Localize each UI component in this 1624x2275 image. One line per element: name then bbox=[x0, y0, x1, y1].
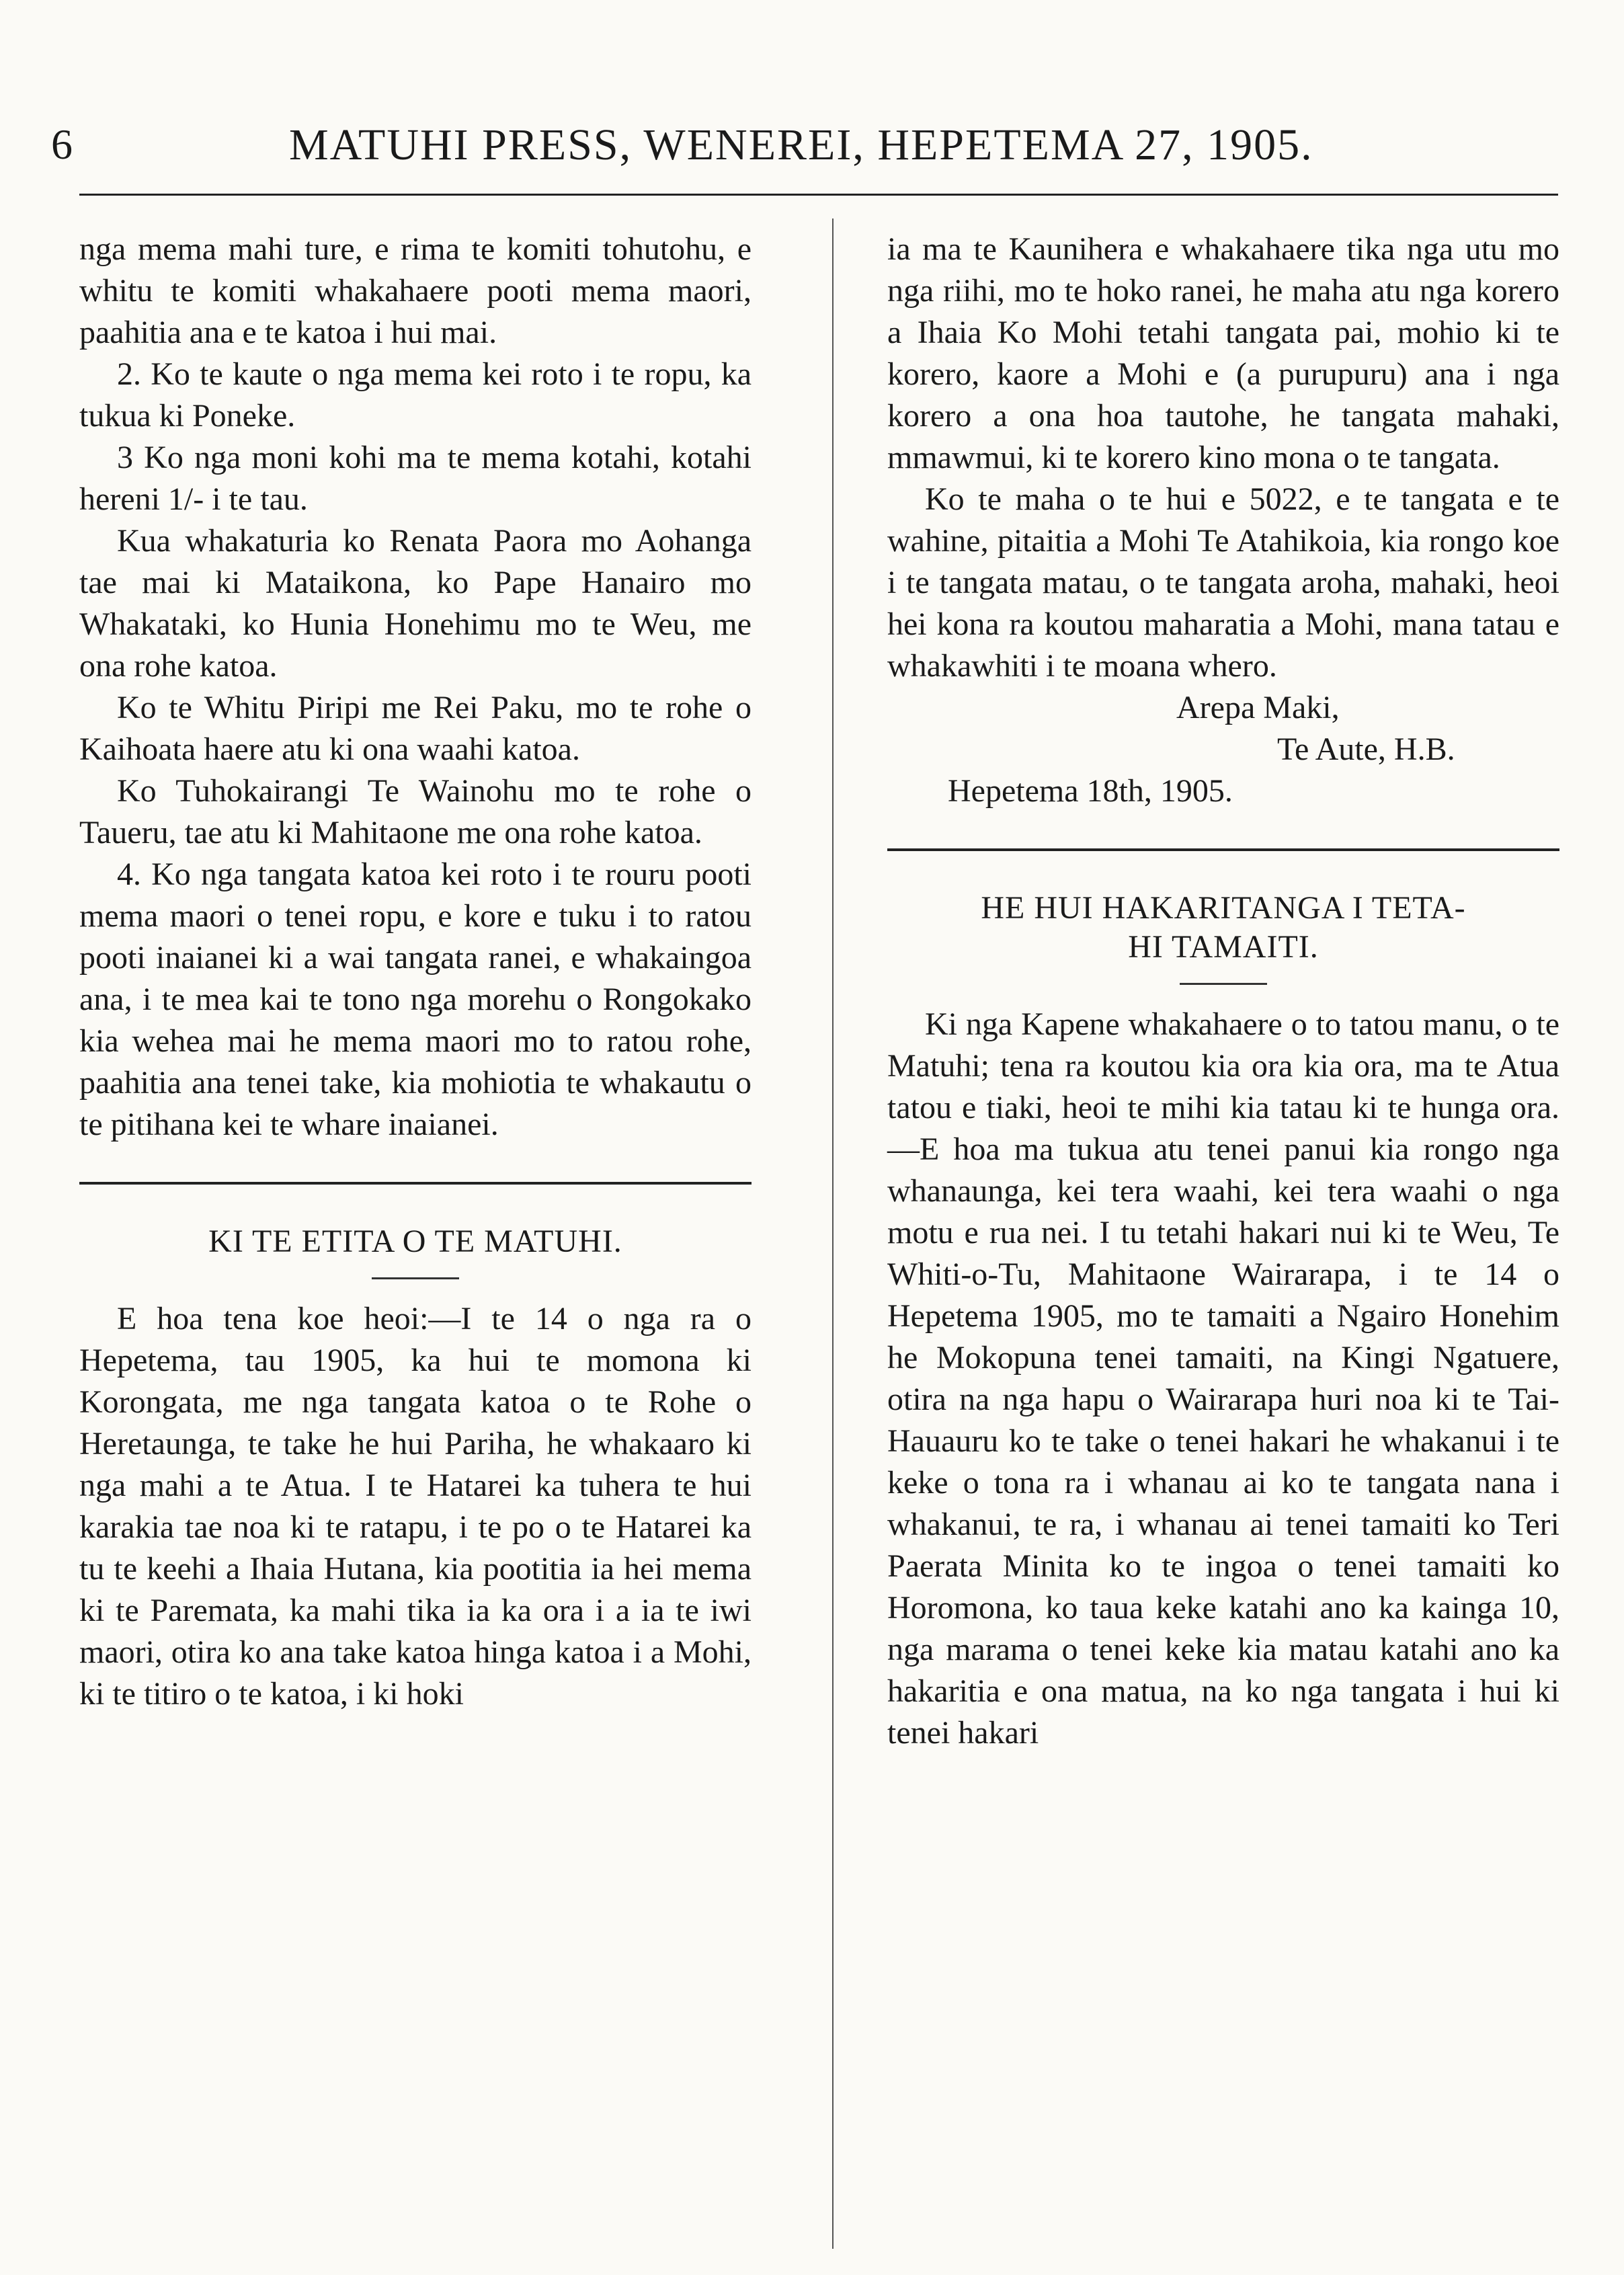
column-divider bbox=[832, 218, 834, 2249]
paragraph: 4. Ko nga tangata katoa kei roto i te rouru pooti mema maori o tenei ropu, e kore e tuku i to ratou pooti inaianei ki a wai tangata ranei, e whakaingoa ana, i te mea kai te tono nga morehu o Rongokako kia wehea mai he mema maori mo to ratou rohe, paahitia ana tenei take, kia mohiotia te whakautu o te pitihana kei te whare inaianei. bbox=[79, 856, 752, 1142]
paragraph: nga mema mahi ture, e rima te komiti tohutohu, e whitu te komiti whakahaere pooti mema maori, paahitia ana e te katoa i hui mai. bbox=[79, 231, 752, 350]
heading-rule bbox=[1180, 983, 1267, 985]
signature-name: Arepa Maki, bbox=[1176, 690, 1340, 725]
letter-heading: KI TE ETITA O TE MATUHI. bbox=[208, 1224, 622, 1259]
signature-date: Hepetema 18th, 1905. bbox=[948, 773, 1233, 809]
heading-rule bbox=[372, 1277, 459, 1279]
page-number: 6 bbox=[51, 120, 73, 168]
header-rule bbox=[79, 194, 1558, 196]
paragraph: Ko Tuhokairangi Te Wainohu mo te rohe o Taueru, tae atu ki Mahitaone me ona rohe katoa. bbox=[79, 773, 752, 850]
letter-paragraph: E hoa tena koe heoi:—I te 14 o nga ra o Hepetema, tau 1905, ka hui te momona ki Korongata, me nga tangata katoa o te Rohe o Heretaunga, te take he hui Pariha, he whakaaro ki nga mahi a te Atua. I te Hatarei ka tuhera te hui karakia tae noa ki te ratapu, i te po o te Hatarei ka tu te keehi a Ihaia Hutana, kia pootitia ia hei mema ki te Paremata, ka mahi tika ia ka ora i a ia te iwi maori, otira ko ana take katoa hinga katoa i a Mohi, ki te titiro o te katoa, i ki hoki bbox=[79, 1301, 752, 1712]
paragraph: Kua whakaturia ko Renata Paora mo Aohanga tae mai ki Mataikona, ko Pape Hanairo mo Whakataki, ko Hunia Honehimu mo te Weu, me ona rohe katoa. bbox=[79, 523, 752, 684]
article-heading-line1: HE HUI HAKARITANGA I TETA- bbox=[981, 890, 1466, 926]
letter-paragraph: Ko te maha o te hui e 5022, e te tangata e te wahine, pitaitia a Mohi Te Atahikoia, kia rongo koe i te tangata matau, o te tangata aroha, mahaki, heoi hei kona ra koutou maharatia a Mohi, mana tatau e whakawhiti i te moana whero. bbox=[887, 481, 1559, 684]
paragraph: Ko te Whitu Piripi me Rei Paku, mo te rohe o Kaihoata haere atu ki ona waahi katoa. bbox=[79, 690, 752, 767]
right-column bbox=[887, 229, 1559, 1754]
signature-block bbox=[887, 687, 1559, 812]
left-column bbox=[79, 229, 752, 1715]
section-rule bbox=[79, 1182, 752, 1185]
paragraph: 2. Ko te kaute o nga mema kei roto i te ropu, ka tukua ki Poneke. bbox=[79, 356, 752, 434]
masthead: MATUHI PRESS, WENEREI, HEPETEMA 27, 1905. bbox=[289, 120, 1313, 169]
article-paragraph: Ki nga Kapene whakahaere o to tatou manu, o te Matuhi; tena ra koutou kia ora kia ora, ma te Atua tatou e tiaki, heoi te mihi kia tatau ki te hunga ora.—E hoa ma tukua atu tenei panui kia rongo nga whanaunga, kei tera waahi, kei tera waahi o nga motu e rua nei. I tu tetahi hakari nui ki te Weu, Te Whiti-o-Tu, Mahitaone Wairarapa, i te 14 o Hepetema 1905, mo te tamaiti a Ngairo Honehim he Mokopuna tenei tamaiti, na Kingi Ngatuere, otira na nga hapu o Wairarapa huri noa ki te Tai-Hauauru ko te take o tenei hakari he whakanui i te keke o tona ra i whanau ai ko te tangata nana i whakanui, te ra, i whanau ai tenei tamaiti ko Teri Paerata Minita ko te ingoa o tenei tamaiti ko Horomona, ko taua keke katahi ano ka kainga 10, nga marama o tenei keke kia matau katahi ano ka hakaritia e ona matua, na ko nga tangata i hui ki tenei hakari bbox=[887, 1006, 1559, 1751]
signature-place: Te Aute, H.B. bbox=[1277, 731, 1455, 767]
section-rule bbox=[887, 848, 1559, 851]
letter-paragraph: ia ma te Kaunihera e whakahaere tika nga utu mo nga riihi, mo te hoko ranei, he maha atu nga korero a Ihaia Ko Mohi tetahi tangata pai, mohio ki te korero, kaore a Mohi e (a purupuru) ana i nga korero a ona hoa tautohe, he tangata mahaki, mmawmui, ki te korero kino mona o te tangata. bbox=[887, 231, 1559, 475]
paragraph: 3 Ko nga moni kohi ma te mema kotahi, kotahi hereni 1/- i te tau. bbox=[79, 440, 752, 517]
article-heading-line2: HI TAMAITI. bbox=[1128, 929, 1319, 965]
